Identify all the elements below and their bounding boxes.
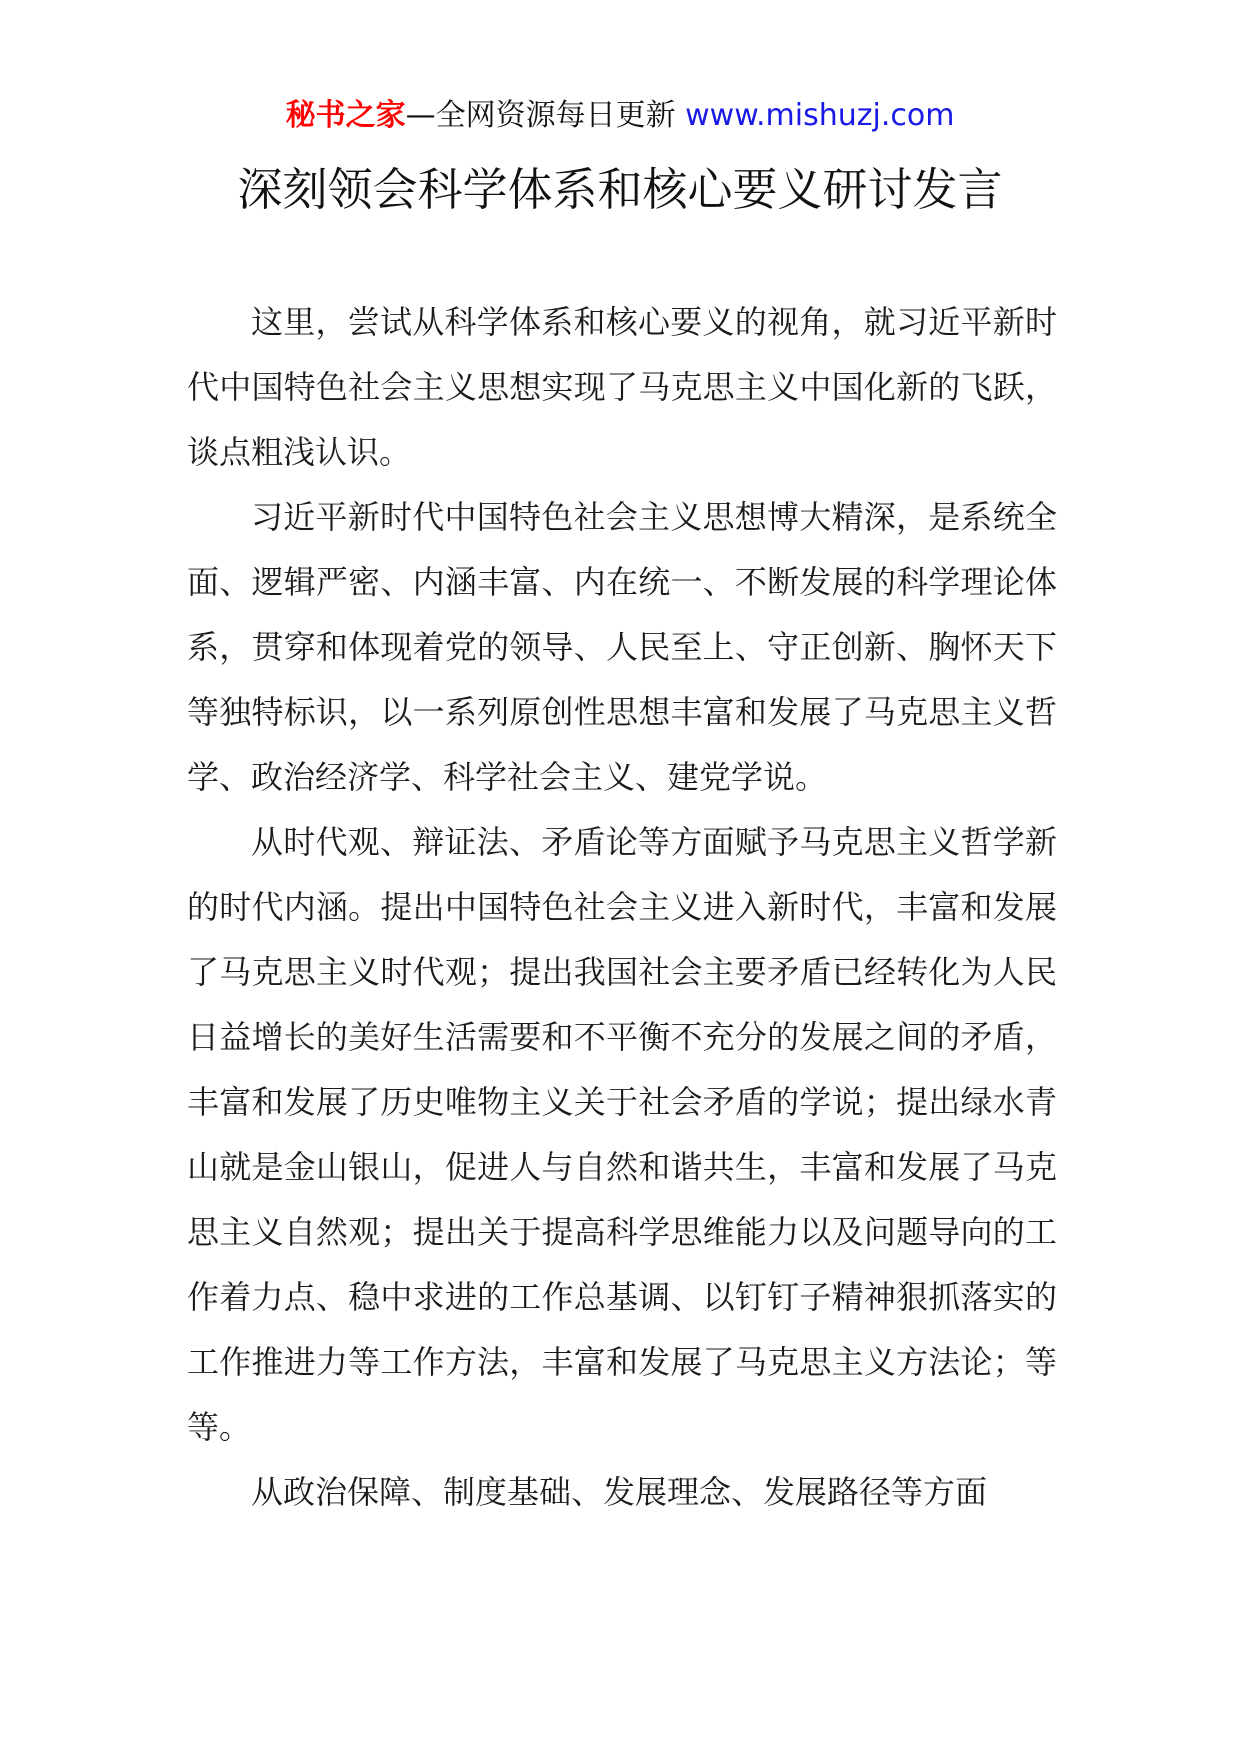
site-url-link[interactable]: www.mishuzj.com [685, 98, 955, 133]
body-paragraph: 从时代观、辩证法、矛盾论等方面赋予马克思主义哲学新的时代内涵。提出中国特色社会主义进入新时代，丰富和发展了马克思主义时代观；提出我国社会主要矛盾已经转化为人民日益增长的美好生活需要和不平衡不充分的发展之间的矛盾，丰富和发展了历史唯物主义关于社会矛盾的学说；提出绿水青山就是金山银山，促进人与自然和谐共生，丰富和发展了马克思主义自然观；提出关于提高科学思维能力以及问题导向的工作着力点、稳中求进的工作总基调、以钉钉子精神狠抓落实的工作推进力等工作方法，丰富和发展了马克思主义方法论；等等。 [187, 823, 1057, 1446]
body-paragraph: 习近平新时代中国特色社会主义思想博大精深，是系统全面、逻辑严密、内涵丰富、内在统一、不断发展的科学理论体系，贯穿和体现着党的领导、人民至上、守正创新、胸怀天下等独特标识，以一系列原创性思想丰富和发展了马克思主义哲学、政治经济学、科学社会主义、建党学说。 [187, 498, 1057, 796]
document-title: 深刻领会科学体系和核心要义研讨发言 [237, 163, 1003, 216]
site-tagline: —全网资源每日更新 [405, 98, 686, 133]
document-body [187, 290, 1057, 1525]
site-name: 秘书之家 [285, 98, 406, 133]
site-header [0, 96, 1240, 136]
body-paragraph: 从政治保障、制度基础、发展理念、发展路径等方面 [251, 1473, 988, 1511]
body-paragraph: 这里，尝试从科学体系和核心要义的视角，就习近平新时代中国特色社会主义思想实现了马克思主义中国化新的飞跃，谈点粗浅认识。 [187, 303, 1057, 471]
